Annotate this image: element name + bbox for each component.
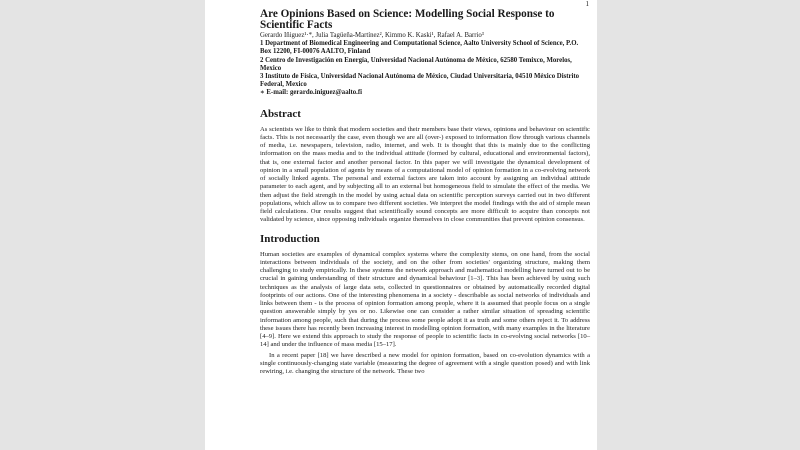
paper-title: Are Opinions Based on Science: Modelling Social Response to Scientific Facts [260,8,555,31]
abstract-text: As scientists we like to think that modern societies and their members base their views, opinions and behaviour on scientific facts. This is not necessarily the case, even though we are all (over-) exposed to information flow through various channels of media, i.e. newspapers, television, radio, internet, and web. It is thought that this is mainly due to the conflicting information on the mass media and to the individual attitude (formed by cultural, educational and environmental factors), that is, one external factor and another personal factor. In this paper we will investigate the dynamical development of opinion in a small population of agents by means of a computational model of opinion formation in a co-evolving network of socially linked agents. The personal and external factors are taken into account by assigning an individual attitude parameter to each agent, and by subjecting all to an external but homogeneous field to simulate the effect of the media. We then adjust the field strength in the model by using actual data on scientific perception surveys carried out in two different populations, which allow us to compare two different societies. We interpret the model findings with the aid of simple mean field calculations. Our results suggest that scientifically sound concepts are more difficult to acquire than concepts not validated by science, since opposing individuals organize themselves in close communities that prevent opinion consensus. [260,125,590,224]
introduction-heading: Introduction [260,232,320,245]
introduction-paragraph-2: In a recent paper [18] we have described a new model for opinion formation, based on co-evolution dynamics with a single continuously-changing state variable (measuring the degree of agreement with a single question posed) and with link rewiring, i.e. changing the structure of the network. These two [260,351,590,376]
affiliation-2: 2 Centro de Investigación en Energía, Universidad Nacional Autónoma de México, 62580 Temixco, Morelos, Mexico [260,56,572,72]
paper-content [260,9,590,376]
page-number: 1 [585,0,589,8]
introduction-paragraph-1: Human societies are examples of dynamical complex systems where the complexity stems, on one hand, from the social interactions between individuals of the society, and on the other from societies' organizing structure, making them challenging to study empirically. In these systems the network approach and mathematical modelling have turned out to be crucial in gaining understanding of their structure and dynamical behaviour [1–3]. This has been achieved by using such techniques as the analysis of large data sets, collected in questionnaires or obtained by automatically recorded digital footprints of our actions. One of the interesting phenomena in a society - describable as social networks of individuals and links between them - is the process of opinion formation among people, where it is assumed that people focus on a single question answerable simply by yes or no. Likewise one can consider a rather similar situation of spreading scientific information among people, such that during the process some people adopt it as truth and some others reject it. To address these issues there has recently been increasing interest in modelling opinion formation, with many examples in the literature [4–9]. Here we extend this approach to study the response of people to scientific facts in co-evolving social networks [10–14] and under the influence of mass media [15–17]. [260,250,590,349]
author-list: Gerardo Iñiguez¹·*, Julia Tagüeña-Martínez², Kimmo K. Kaski¹, Rafael A. Barrio³ [260,32,484,39]
corresponding-email: ∗ E-mail: gerardo.iniguez@aalto.fi [260,89,363,97]
abstract-heading: Abstract [260,107,301,120]
affiliation-1: 1 Department of Biomedical Engineering and Computational Science, Aalto University School of Science, P.O. Box 12200, FI-00076 AALTO, Finland [260,40,579,56]
affiliation-3: 3 Instituto de Física, Universidad Nacional Autónoma de México, Ciudad Universitaria, 04510 México Distrito Federal, Mexico [260,73,580,89]
paper-page [205,0,597,450]
